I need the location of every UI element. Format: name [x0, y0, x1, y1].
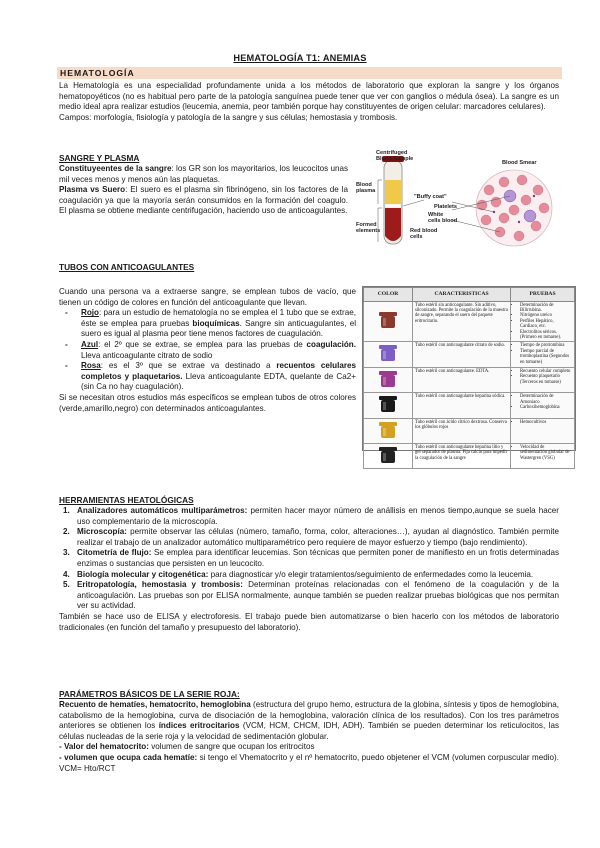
- table-cell-characteristics: Tubo estéril con anticoagulante. EDTA.: [413, 367, 511, 392]
- parametros-p3: [59, 753, 559, 774]
- blood-figure: [354, 150, 572, 248]
- label-white-cells: White cells blood: [428, 212, 458, 225]
- label-red-cells: Red blood cells: [410, 228, 438, 241]
- intro-paragraph: La Hematología es una especialidad profundamente unida a los métodos de laboratorio que exploran la sangre y los órganos hematopoyéticos (no es habitual pero parte de la patología sanguínea puede tener que ver con ganglios o médula ósea). La sangre es un medio ideal apra realizar estudios (leucemia, anemia, peor también porque hay constituyentes de origen celular: marcadores celulares).: [59, 81, 559, 112]
- table-cell-tests: [511, 367, 575, 392]
- tube-rosa-text-a: : es el 3º que se extrae va destinado a: [100, 361, 277, 371]
- tube-azul-bold: coagulación.: [306, 339, 356, 349]
- tool-name: Citometría de flujo:: [77, 548, 152, 558]
- tube-rosa-text-c: Lleva anticoagulante EDTA, quelante de Ca2+ (sin Ca no hay cuagulación).: [81, 371, 356, 392]
- label-blood-smear: Blood Smear: [502, 160, 537, 166]
- test-item: • Tiempo de protrombina: [520, 343, 572, 348]
- table-row: [364, 342, 575, 367]
- table-cell-characteristics: Tubo estéril con anticoagulante heparina sódica.: [413, 393, 511, 418]
- parametros-p2: [59, 742, 559, 753]
- sangre-p1: [59, 164, 348, 185]
- tube-rojo-text-c: . Sangre sin anticuagulantes, el suero es igual al plasma peor tiene menos factores de cuagulación.: [81, 318, 356, 339]
- test-item: • Recuento plaquetario (Terceros en tomarse): [520, 374, 572, 385]
- table-cell-color: [364, 367, 413, 392]
- tubos-outro: Si se necesitan otros estudios más específicos se emplean tubos de otros colores (verde,amarillo,negro) con determinados anticoagulantes.: [59, 392, 356, 413]
- parametros-p1-text-a: (estructura del grupo hemo, estructura de la globina, síntesis y tipos de hemoglobina, catabolismo de la hemoglobina, curva de disociación de la hemoglobina, valoración clínica de los resultados). Con los tres parámetros anteriores se obtienen los: [59, 700, 559, 731]
- label-centrifuged: Centrifuged Blood Sample: [376, 150, 414, 163]
- table-header: PRUEBAS: [511, 288, 575, 302]
- tube-rosa-bold: recuentos celulares completos y plaquetarios.: [81, 361, 356, 381]
- tube-rojo-label: Rojo: [81, 308, 99, 318]
- tool-description: para diagnosticar y/o elegir tratamientos/seguimiento de enfermedades como la leucemia.: [208, 569, 534, 579]
- label-plasma: Blood plasma: [356, 182, 376, 195]
- parametros-p1-text-c: (VCM, HCM, CHCM, IDH, ADH). También se pueden determinar los reticulocitos, las células nucleadas de la serie roja y la velocidad de sedimentación globular.: [59, 721, 559, 741]
- tube-table: [363, 287, 575, 469]
- tubos-intro: Cuando una persona va a extraerse sangre, se emplean tubos de vacío, que tienen un código de colores en función del anticoagulante que llevan.: [59, 287, 356, 307]
- test-item: • Carboxihemoglobina: [520, 405, 572, 410]
- herramientas-heading: HERRAMIENTAS HEATOLÓGICAS: [59, 495, 194, 505]
- test-item: • Recuento celular completo: [520, 369, 572, 374]
- section-band-label: HEMATOLOGÍA: [60, 68, 135, 78]
- tool-name: Biología molecular y citogenética:: [77, 569, 209, 579]
- tools-list: [59, 506, 559, 612]
- table-cell-characteristics: Tubo estéril sin anticoagulante. Sin aditivo, silconizado. Permite la coagulación de la muestra de sangre, separando el suero del paquete eritrocitario.: [413, 301, 511, 342]
- table-row: [364, 444, 575, 469]
- test-item: • Hemocultivos: [520, 420, 572, 425]
- sangre-p2-bold: Plasma vs Suero: [59, 185, 126, 195]
- tube-cap-icon: [375, 394, 401, 414]
- test-item: • Velocidad de sedimentación globular de Wastergren (VSG): [520, 445, 572, 461]
- parametros-p2-bold: - Valor del hematocrito:: [59, 742, 149, 752]
- blood-figure-illustration: [354, 150, 572, 248]
- label-formed-elements: Formed elements: [356, 222, 381, 235]
- table-row: [364, 301, 575, 342]
- tubos-block: [59, 287, 356, 414]
- label-platelets: Platelets: [434, 204, 458, 210]
- table-row: [364, 367, 575, 392]
- tool-number: 4.: [63, 569, 70, 579]
- tool-number: 2.: [63, 527, 70, 537]
- sangre-heading: SANGRE Y PLASMA: [59, 153, 140, 163]
- test-item: • Nitrógeno ureico: [520, 313, 572, 318]
- section-band: [57, 67, 562, 79]
- intro-campos: Campos: morfología, fisiología y patología de la sangre y sus células; hemostasia y trombosis.: [59, 112, 398, 122]
- label-buffy-coat: "Buffy coat": [414, 194, 447, 200]
- tube-color-table: [362, 286, 576, 461]
- tube-azul-text-c: Lleva anticoagulante citrato de sodio: [81, 350, 213, 360]
- table-cell-tests: [511, 444, 575, 469]
- parametros-p3-text: si tengo el Vhematocrito y el nº hematocrito, puedo objetener el VCM (volumen corpuscular medio). VCM= Hto/RCT: [59, 752, 559, 773]
- table-header: COLOR: [364, 288, 413, 302]
- tool-number: 1.: [63, 506, 70, 515]
- intro-block: [59, 81, 559, 123]
- table-cell-color: [364, 393, 413, 418]
- tool-item: [59, 548, 559, 569]
- parametros-p1-bold: Recuento de hematíes, hematocrito, hemoglobina: [59, 700, 251, 709]
- test-item: • Determinación de Amoniaco: [520, 394, 572, 405]
- tool-name: Analizadores automáticos multiparámetros:: [77, 506, 248, 515]
- table-cell-color: [364, 301, 413, 342]
- table-cell-color: [364, 418, 413, 443]
- tool-description: permite observar las células (número, tamaño, forma, color, alteraciones…), ayudan al diagnóstico. También permite realizar el trabajo de un analizador automático multiparamétrico pero requiere de mayor esfuerzo y tiempo (bajo rendimiento).: [77, 527, 559, 547]
- tube-item-rosa: - Rosa: es el 3º que se extrae va destinado a recuentos celulares completos y plaquetarios. Lleva anticoagulante EDTA, quelante de Ca2+ (sin Ca no hay cuagulación).: [65, 361, 356, 392]
- table-cell-characteristics: Tubo estéril con anticoagulante citrato de sodio.: [413, 342, 511, 367]
- tool-item: [59, 580, 559, 612]
- tool-item: [59, 506, 559, 527]
- parametros-p2-text: volumen de sangre que ocupan los eritrocitos: [148, 742, 315, 752]
- table-cell-color: [364, 444, 413, 469]
- parametros-heading: PARÁMETROS BÁSICOS DE LA SERIE ROJA:: [59, 689, 240, 699]
- table-header-row: [364, 288, 575, 302]
- tool-description: Se emplea para identificar leucemias. Son técnicas que permiten poner de manifiesto en un frotis determinadas enzimas o sustancias que persisten en un leucocito.: [77, 548, 559, 568]
- table-cell-tests: [511, 342, 575, 367]
- tube-rosa-label: Rosa: [81, 361, 101, 371]
- test-item: • Perfiles Hepático, Cardiaco, etc.: [520, 319, 572, 330]
- tube-item-azul: - Azul: el 2º que se extrae, se emplea para las pruebas de coagulación. Lleva anticoagulante citrato de sodio: [65, 339, 356, 360]
- parametros-block: [59, 700, 559, 774]
- tube-cap-icon: [375, 343, 401, 363]
- tool-item: [59, 570, 559, 581]
- table-cell-tests: [511, 393, 575, 418]
- test-item: • Determinación de Bilirrubina.: [520, 303, 572, 314]
- tube-list: [59, 308, 356, 393]
- sangre-block: [59, 164, 348, 217]
- tube-cap-icon: [375, 310, 401, 330]
- table-cell-tests: [511, 301, 575, 342]
- tool-description: Determinan proteínas relacionadas con el fenómeno de la coagulación y de la anticoagulación. Las pruebas son por ELISA normalmente, aunque también se pueden realizar pruebas biológicas que nos permitan ver su actividad.: [77, 580, 559, 611]
- table-body: [364, 301, 575, 469]
- tool-name: Microscopía:: [77, 527, 127, 537]
- tubos-heading: TUBOS CON ANTICOAGULANTES: [59, 262, 195, 272]
- parametros-p3-bold: - volumen que ocupa cada hematíe:: [59, 752, 198, 762]
- tube-cap-icon: [375, 369, 401, 389]
- tool-name: Eritropatología, hemostasia y trombosis:: [77, 580, 243, 590]
- sangre-p2-text: : El suero es el plasma sin fibrinógeno, sin los factores de la coagulación ya que la mayoría serán consumidos en la formación del coagulo. El plasma se obtiene mediante centrifugación, haciendo uso de anticoagulantes.: [59, 185, 348, 216]
- tube-azul-text-a: : el 2º que se extrae, se emplea para las pruebas de: [98, 339, 307, 349]
- test-item: • Electrolitos séricos. (Primero en tomarse).: [520, 330, 572, 341]
- tube-rojo-text-a: : para un estudio de hematología no se emplea el 1 tubo que se extrae, éste se emplea para pruebas: [81, 308, 356, 328]
- sangre-p2: [59, 185, 348, 217]
- table-cell-characteristics: Tubo estéril con ácido cítrico dextrosa. Conserva los glóbulos rojos: [413, 418, 511, 443]
- table-cell-tests: [511, 418, 575, 443]
- sangre-p1-bold: Constituyeentes de la sangre: [59, 164, 172, 173]
- table-row: [364, 393, 575, 418]
- document-title: HEMATOLOGÍA T1: ANEMIAS: [233, 53, 367, 63]
- tool-number: 3.: [63, 548, 70, 558]
- tube-item-rojo: - Rojo: para un estudio de hematología no se emplea el 1 tubo que se extrae, éste se emplea para pruebas bioquímicas. Sangre sin anticuagulantes, el suero es igual al plasma peor tiene menos factores de cuagulación.: [65, 308, 356, 339]
- test-item: • Tiempo parcial de tromboplastina (Segundos en tomarse): [520, 349, 572, 365]
- table-cell-characteristics: Tubo estéril con anticoagulante heparina lítio y gel separador de plasma. Fija calcio para impedir la coagulación de la sangre: [413, 444, 511, 469]
- table-header: CARACTERISTICAS: [413, 288, 511, 302]
- table-cell-color: [364, 342, 413, 367]
- herramientas-block: [59, 506, 559, 633]
- tool-number: 5.: [63, 580, 70, 590]
- parametros-p1-bold-b: índices eritrocitarios: [158, 721, 240, 731]
- tube-cap-icon: [375, 445, 401, 465]
- herramientas-outro: También se hace uso de ELISA y electroforesis. El trabajo puede bien automatizarse o bien hacerlo con los métodos de laboratorio tradicionales (en función del tamaño y presupuesto del laboratorio).: [59, 611, 559, 632]
- sangre-p1-text: : los GR son los mayoritarios, los leucocitos unas mil veces menos y menos aún las plaquetas.: [59, 164, 348, 184]
- parametros-p1: [59, 700, 559, 742]
- table-row: [364, 418, 575, 443]
- tube-azul-label: Azul: [81, 339, 99, 349]
- tool-item: [59, 527, 559, 548]
- tube-rojo-bold: bioquímicas: [192, 318, 240, 328]
- tool-description: permiten hacer mayor número de anállisis en menos tiempo,aunque se suela hacer uso complementario de la microscopía.: [77, 506, 559, 526]
- tube-cap-icon: [375, 420, 401, 440]
